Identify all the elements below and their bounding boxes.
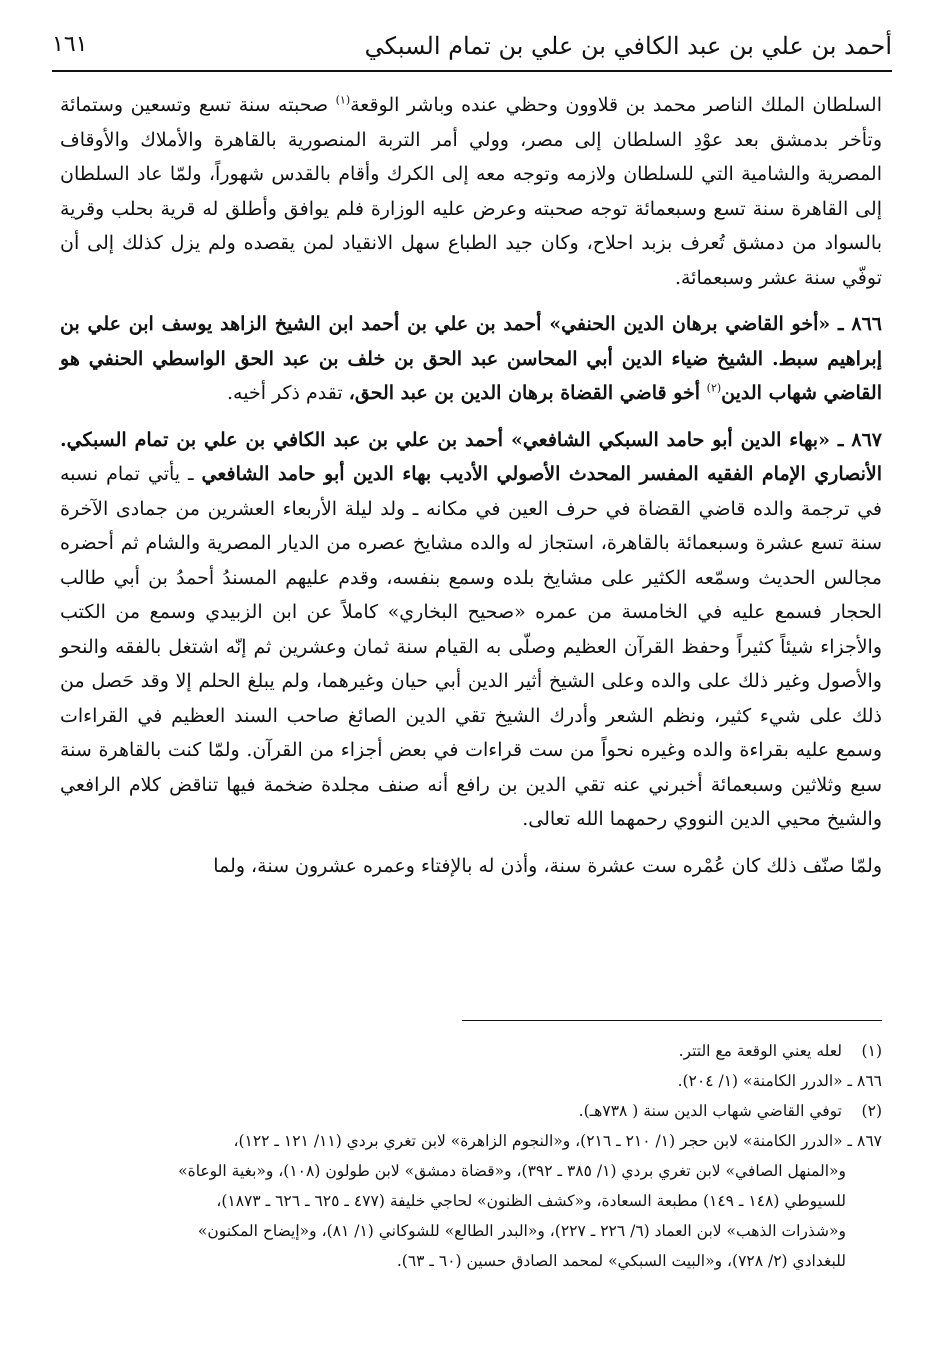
entry-866-text: تقدم ذكر أخيه. [226,382,349,404]
entry-866 [60,307,882,411]
footnote-1-number: (١) [861,1042,882,1060]
footnote-ref-2: (٢) [706,381,722,395]
entry-867 [60,423,882,837]
entry-866-heading-cont: أخو قاضي القضاة برهان الدين بن عبد الحق، [348,382,707,404]
footnote-2 [52,1096,882,1126]
source-867-line-1: ٨٦٧ ـ «الدرر الكامنة» لابن حجر (١/ ٢١٠ ـ ٢١٦)، و«النجوم الزاهرة» لابن تغري بردي (١١/ ١٢١ ـ ١٢٢)، [233,1132,882,1150]
source-867-line-5: للبغدادي (٢/ ٧٢٨)، و«البيت السبكي» لمحمد الصادق حسين (٦٠ ـ ٦٣). [396,1252,846,1270]
source-867-line-4: و«شذرات الذهب» لابن العماد (٦/ ٢٢٦ ـ ٢٢٧)، و«البدر الطالع» للشوكاني (١/ ٨١)، و«إيضاح المكنون» [197,1222,846,1240]
footnote-1 [52,1036,882,1066]
header-rule [52,70,892,72]
running-title: أحمد بن علي بن عبد الكافي بن علي بن تمام السبكي [364,32,892,60]
para1-text: السلطان الملك الناصر محمد بن قلاوون وحظي عنده وباشر الوقعة [350,94,882,116]
entry-867-heading: ٨٦٧ ـ «بهاء الدين أبو حامد السبكي الشافعي» أحمد بن علي بن عبد الكافي بن علي بن تمام السبكي. الأنصاري الإمام الفقيه المفسر المحدث الأصولي الأديب بهاء الدين أبو حامد الشافعي [60,428,882,485]
entry-866-heading: ٨٦٦ ـ «أخو القاضي برهان الدين الحنفي» أحمد بن علي بن أحمد ابن الشيخ الزاهد يوسف ابن علي بن إبراهيم سبط. الشيخ ضياء الدين أبي المحاسن عبد الحق بن خلف بن عبد الحق الواسطي الحنفي هو القاضي شهاب الدين [60,313,882,404]
footnote-2-text: توفي القاضي شهاب الدين سنة ( ٧٣٨هـ). [578,1102,842,1120]
page-number: ١٦١ [52,32,88,57]
footnotes [52,1036,882,1276]
body-text [60,88,882,883]
source-867-line-2: و«المنهل الصافي» لابن تغري بردي (١/ ٣٨٥ ـ ٣٩٢)، و«قضاة دمشق» لابن طولون (١٠٨)، و«بغية الوعاة» [178,1162,846,1180]
footnote-2-number: (٢) [861,1102,882,1120]
footnote-separator [462,1020,882,1021]
para1-rest: صحبته سنة تسع وتسعين وستمائة وتأخر بدمشق بعد عوْدِ السلطان إلى مصر، وولي أمر التربة المنصورية بالقاهرة والأملاك والأوقاف المصرية والشامية التي للسلطان ولازمه وتوجه معه إلى الكرك وأقام بالقدس شهوراً، ولمّا عاد السلطان إلى القاهرة سنة تسع وسبعمائة توجه صحبته وعرض عليه الوزارة فلم يوافق وأطلق له قرية بحلب وقرية بالسواد من دمشق تُعرف بزبد احلاح، وكان جيد الطباع سهل الانقياد لمن يقصده ولم يزل كذلك إلى أن توفّي سنة عشر وسبعمائة. [60,94,882,289]
entry-867-text: ـ يأتي تمام نسبه في ترجمة والده قاضي القضاة في حرف العين في مكانه ـ ولد ليلة الأربعاء العشرين من جمادى الآخرة سنة تسع عشرة وسبعمائة بالقاهرة، استجاز له والده مشايخ عصره من الديار المصرية والشام ثم أحضره مجالس الحديث وسمّعه الكثير على مشايخ بلده وسمع بنفسه، وقدم عليهم المسندُ أحمدُ بن أبي طالب الحجار فسمع عليه في الخامسة من عمره «صحيح البخاري» كاملاً عن ابن الزبيدي وسمع من الكتب والأجزاء شيئاً كثيراً وحفظ القرآن العظيم وصلّى به القيام سنة ثمان وعشرين ثم إنّه اشتغل بالفقه والنحو والأصول وغير ذلك على والده وعلى الشيخ أثير الدين أبي حيان وغيرهما، ولم يبلغ الحلم إلا وقد حَصل من ذلك على شيء كثير، ونظم الشعر وأدرك الشيخ تقي الدين الصائغ صاحب السند العظيم في القراءات وسمع عليه بقراءة والده وغيره نحواً من ست قراءات في بعض أجزاء من القرآن. ولمّا كنت بالقاهرة سنة سبع وثلاثين وسبعمائة أخبرني عنه تقي الدين بن رافع أنه صنف مجلدة ضخمة فيها تناقض كلام الرافعي والشيخ محيي الدين النووي رحمهما الله تعالى. [60,463,882,830]
source-866: ٨٦٦ ـ «الدرر الكامنة» (١/ ٢٠٤). [677,1072,882,1090]
paragraph-continuation [60,88,882,295]
page-header [52,28,892,72]
paragraph-last: ولمّا صنّف ذلك كان عُمْره ست عشرة سنة، وأذن له بالإفتاء وعمره عشرون سنة، ولما [213,854,882,877]
footnote-ref-1: (١) [335,93,351,107]
footnote-1-text: لعله يعني الوقعة مع التتر. [678,1042,842,1060]
source-867-line-3: للسيوطي (١٤٨ ـ ١٤٩) مطبعة السعادة، و«كشف الظنون» لحاجي خليفة (٤٧٧ ـ ٦٢٥ ـ ٦٢٦ ـ ١٨٧٣)، [216,1192,846,1210]
